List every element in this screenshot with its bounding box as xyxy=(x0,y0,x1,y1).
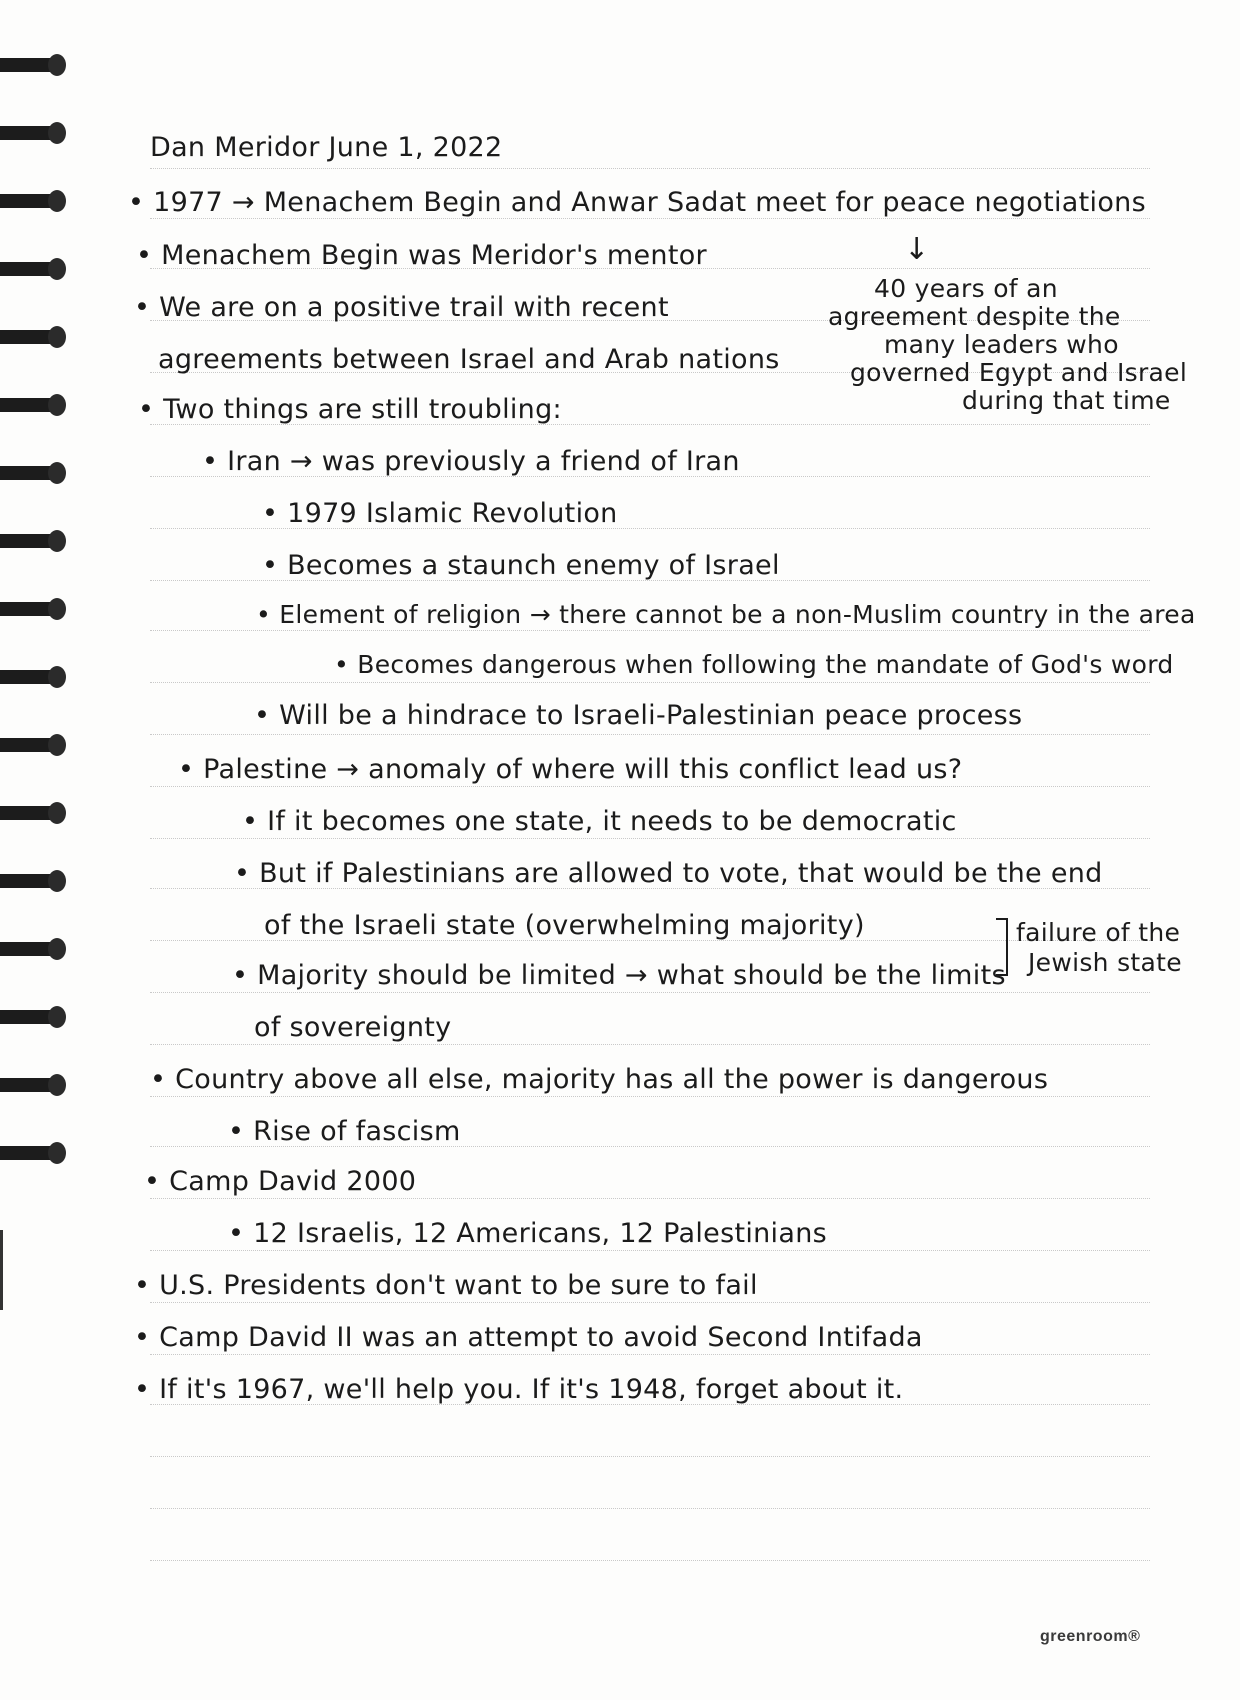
note-line: • Becomes dangerous when following the mandate of God's word xyxy=(334,650,1174,679)
note-line: • If it becomes one state, it needs to be democratic xyxy=(242,806,957,837)
rule-line xyxy=(150,1198,1150,1199)
rule-line xyxy=(150,1096,1150,1097)
spiral-coil xyxy=(0,52,68,78)
spiral-coil xyxy=(0,1140,68,1166)
spiral-coil xyxy=(0,732,68,758)
note-line: • 12 Israelis, 12 Americans, 12 Palestinians xyxy=(228,1218,827,1249)
note-line: • We are on a positive trail with recent xyxy=(134,292,669,323)
side-note-line: agreement despite the xyxy=(828,302,1121,331)
note-line: • Country above all else, majority has all the power is dangerous xyxy=(150,1064,1049,1095)
spiral-spine xyxy=(0,1230,3,1310)
spiral-coil xyxy=(0,188,68,214)
note-line: • U.S. Presidents don't want to be sure to fail xyxy=(134,1270,758,1301)
rule-line xyxy=(150,1302,1150,1303)
note-line: agreements between Israel and Arab nations xyxy=(158,344,780,375)
side-note-line: governed Egypt and Israel xyxy=(850,358,1188,387)
rule-line xyxy=(150,168,1150,169)
spiral-coil xyxy=(0,392,68,418)
note-line: of the Israeli state (overwhelming majority) xyxy=(264,910,865,941)
note-line: • 1977 → Menachem Begin and Anwar Sadat meet for peace negotiations xyxy=(128,187,1146,218)
spiral-coil xyxy=(0,664,68,690)
note-line: • Iran → was previously a friend of Iran xyxy=(202,446,740,477)
note-line: • Camp David 2000 xyxy=(144,1166,417,1197)
note-line: • But if Palestinians are allowed to vote, that would be the end xyxy=(234,858,1103,889)
note-line: • Rise of fascism xyxy=(228,1116,461,1147)
spiral-coil xyxy=(0,1072,68,1098)
rule-line xyxy=(150,1250,1150,1251)
spiral-coil xyxy=(0,120,68,146)
note-line: • Majority should be limited → what should be the limits xyxy=(232,960,1006,991)
rule-line xyxy=(150,1560,1150,1561)
rule-line xyxy=(150,992,1150,993)
rule-line xyxy=(150,786,1150,787)
rule-line xyxy=(150,630,1150,631)
rule-line xyxy=(150,1044,1150,1045)
note-line: • Palestine → anomaly of where will this conflict lead us? xyxy=(178,754,963,785)
note-line: • Element of religion → there cannot be a non-Muslim country in the area xyxy=(256,600,1196,629)
side-note-line: during that time xyxy=(962,386,1171,415)
side-note-line: 40 years of an xyxy=(874,274,1058,303)
side-note-line: many leaders who xyxy=(884,330,1119,359)
spiral-coil xyxy=(0,528,68,554)
spiral-coil xyxy=(0,324,68,350)
spiral-coil xyxy=(0,460,68,486)
down-arrow-icon: ↓ xyxy=(904,232,930,267)
bracket-note-line: Jewish state xyxy=(1028,948,1182,977)
rule-line xyxy=(150,1354,1150,1355)
rule-line xyxy=(150,838,1150,839)
spiral-coil xyxy=(0,1004,68,1030)
bracket-note-line: failure of the xyxy=(1016,918,1181,947)
note-line: • Menachem Begin was Meridor's mentor xyxy=(136,240,707,271)
notes-header: Dan Meridor June 1, 2022 xyxy=(150,132,503,163)
note-line: • Camp David II was an attempt to avoid Second Intifada xyxy=(134,1322,923,1353)
note-line: • Will be a hindrace to Israeli-Palestinian peace process xyxy=(254,700,1023,731)
spiral-coil xyxy=(0,936,68,962)
note-line: of sovereignty xyxy=(254,1012,452,1043)
rule-line xyxy=(150,218,1150,219)
rule-line xyxy=(150,1456,1150,1457)
spiral-coil xyxy=(0,596,68,622)
rule-line xyxy=(150,734,1150,735)
note-line: • Becomes a staunch enemy of Israel xyxy=(262,550,780,581)
spiral-binding xyxy=(0,40,80,1270)
bracket-mark xyxy=(996,918,1008,976)
note-line: • 1979 Islamic Revolution xyxy=(262,498,618,529)
spiral-coil xyxy=(0,256,68,282)
brand-logo: greenroom® xyxy=(1040,1628,1141,1645)
spiral-coil xyxy=(0,868,68,894)
spiral-coil xyxy=(0,800,68,826)
note-line: • Two things are still troubling: xyxy=(138,394,562,425)
rule-line xyxy=(150,1508,1150,1509)
note-line: • If it's 1967, we'll help you. If it's 1948, forget about it. xyxy=(134,1374,904,1405)
rule-line xyxy=(150,682,1150,683)
